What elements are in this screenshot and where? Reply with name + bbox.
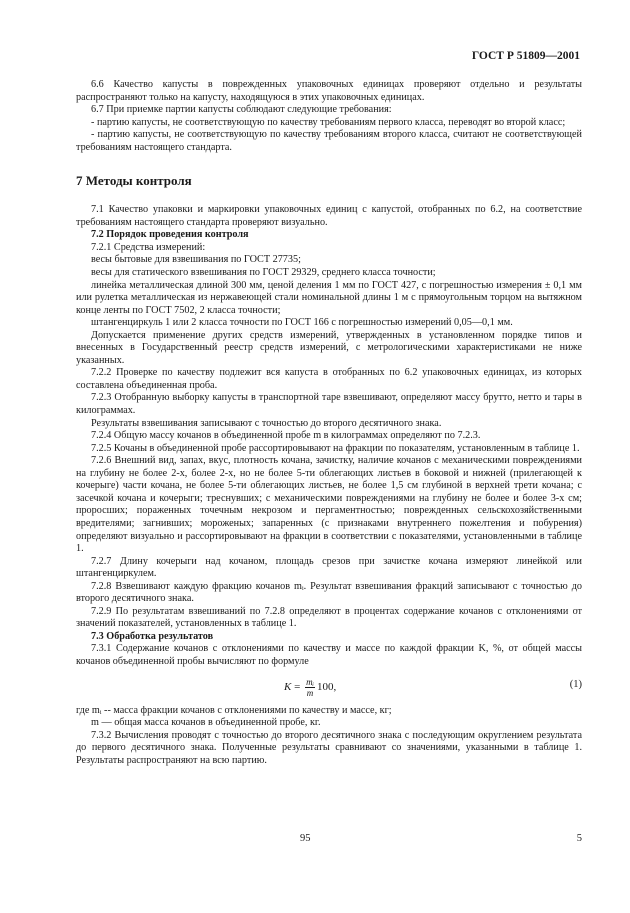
instrument-item-4: штангенциркуль 1 или 2 класса точности по ГОСТ 166 с погрешностью измерений 0,05—0,1 мм. [91,317,513,329]
formula-1 [76,673,582,703]
standard-header: ГОСТ Р 51809—2001 [471,50,580,62]
instrument-item-2: весы для статического взвешивания по ГОСТ 29329, среднего класса точности; [91,267,436,279]
formula-expression [284,677,336,698]
legend-mi: где mᵢ -- масса фракции кочанов с отклонениями по качеству и массе, кг; [76,704,392,716]
formula-equals: = [294,680,301,693]
paragraph-7-2-3: 7.2.3 Отобранную выборку капусты в транспортной таре взвешивают, определяют массу брутто, нетто и тары в килограммах. [76,392,582,417]
paragraph-weighing-precision: Результаты взвешивания записывают с точностью до второго десятичного знака. [91,417,442,429]
formula-number: (1) [569,678,582,690]
instrument-item-3: линейка металлическая длиной 300 мм, ценой деления 1 мм по ГОСТ 427, с погрешностью измерения ± 0,1 мм или рулетка металлическая из нержавеющей стали номинальной длины 1 м с прямоугольным торцом на вытяжном конце ленты по ГОСТ 7502, 2 класса точности; [76,279,582,316]
paragraph-7-2-7: 7.2.7 Длину кочерыги над кочаном, площадь срезов при зачистке кочана измеряют линейкой или штангенциркулем. [76,555,582,580]
paragraph-7-2-4: 7.2.4 Общую массу кочанов в объединенной пробе m в килограммах определяют по 7.2.3. [91,430,481,442]
paragraph-7-2-1: 7.2.1 Средства измерений: [91,241,206,253]
paragraph-7-2-2: 7.2.2 Проверке по качеству подлежит вся капуста в отобранных по 6.2 упаковочных единицах, из которых составлена объединенная проба. [76,367,582,391]
page-number-center: 95 [300,833,311,844]
paragraph-7-1: 7.1 Качество упаковки и маркировки упаковочных единиц с капустой, отобранных по 6.2, на соответствие требованиям настоящего стандарта проверяют визуально. [76,204,582,228]
formula-tail: 100, [317,680,337,693]
paragraph-6-6: 6.6 Качество капусты в поврежденных упаковочных единицах проверяют отдельно и результаты распространяют только на капусту, находящуюся в этих упаковочных единицах. [76,79,582,103]
paragraph-7-3-1: 7.3.1 Содержание кочанов с отклонениями по качеству и массе по каждой фракции K, %, от общей массы кочанов объединенной пробы вычисляют по формуле [76,643,582,667]
legend-m: m — общая масса кочанов в объединенной пробе, кг. [91,717,321,729]
paragraph-6-7-item-2: - партию капусты, не соответствующую по качеству требованиям второго класса, считают не соответствующей требованиям настоящего стандарта. [76,129,582,153]
document-body [76,79,582,767]
section-heading-7: 7 Методы контроля [76,173,192,189]
instrument-item-1: весы бытовые для взвешивания по ГОСТ 27735; [91,254,301,266]
paragraph-6-7: 6.7 При приемке партии капусты соблюдают следующие требования: [91,104,392,116]
formula-numerator: mᵢ [306,676,314,687]
formula-fraction [305,677,315,698]
paragraph-alternative-instruments: Допускается применение других средств измерений, утвержденных в установленном порядке типов и внесенных в Государственный реестр средств измерений, с метрологическими характеристиками не ниже указанных. [76,329,582,366]
paragraph-7-2-8: 7.2.8 Взвешивают каждую фракцию кочанов mᵢ. Результат взвешивания фракций записывают с точностью до второго десятичного знака. [76,580,582,605]
paragraph-7-2-6: 7.2.6 Внешний вид, запах, вкус, плотность кочана, зачистку, наличие кочанов с механическими повреждениями на глубину не более 2-х, более 2-х, но не более 5-ти облегающих листьев в боковой и нижней (прилегающей к кочерыге) части кочана, не более 5-ти облегающих листьев, не более 1,5 см глубиной в верхней трети кочана; с засечкой кочана и кочерыги; треснувших; с механическими повреждениями на глубину не более и более 3-х см; проросших; пораженных точечным некрозом и пергаментностью; поврежденных сельскохозяйственными вредителями; загнивших; мороженых; запаренных (с признаками внутреннего пожелтения и побурения) определяют визуально и рассортировывают на фракции в соответствии с показателями, установленными в таблице 1. [76,455,582,555]
paragraph-7-2-5: 7.2.5 Кочаны в объединенной пробе рассортировывают на фракции по показателям, установленным в таблице 1. [91,442,580,454]
paragraph-7-3-2: 7.3.2 Вычисления проводят с точностью до второго десятичного знака с последующим округлением результата до первого десятичного знака. Полученные результаты сравнивают со значениями, указанными в таблице 1. Результаты распространяют на всю партию. [76,729,582,766]
paragraph-7-2-9: 7.2.9 По результатам взвешиваний по 7.2.8 определяют в процентах содержание кочанов с отклонениями от значений показателей, установленных в таблице 1. [76,605,582,630]
formula-lhs: K [284,680,292,693]
subsection-heading-7-2: 7.2 Порядок проведения контроля [91,229,249,241]
subsection-heading-7-3: 7.3 Обработка результатов [91,630,214,642]
formula-denominator: m [306,687,314,698]
page-number-right: 5 [576,833,582,844]
paragraph-6-7-item-1: - партию капусты, не соответствующую по качеству требованиям первого класса, переводят во второй класс; [91,116,566,128]
